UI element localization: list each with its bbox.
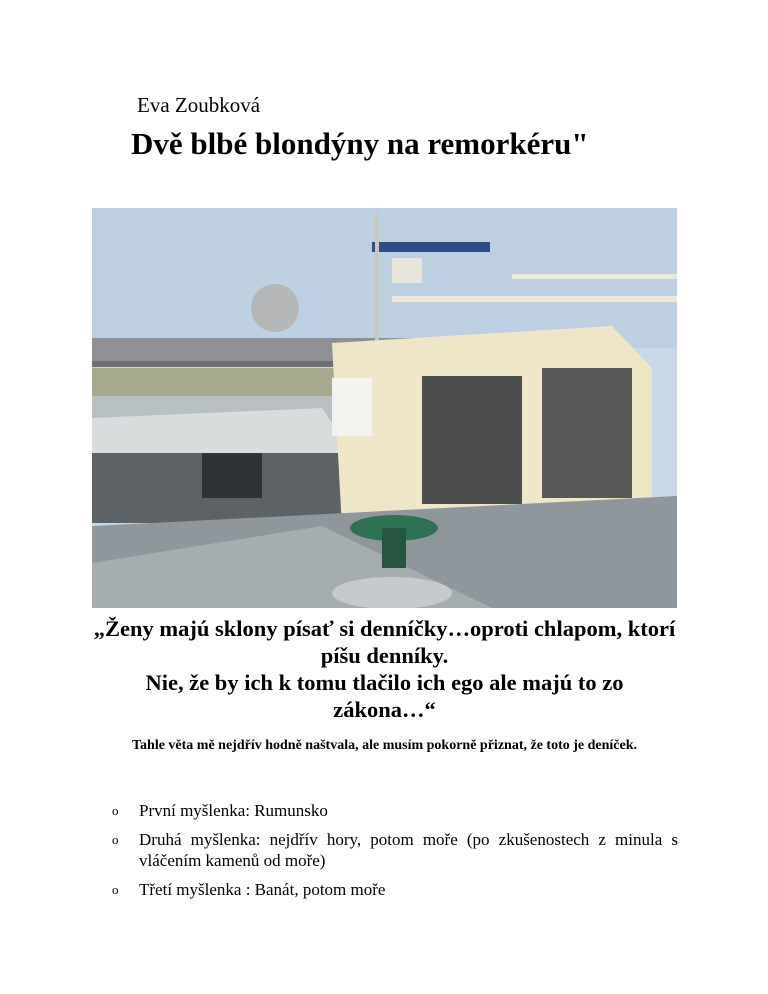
photo-searchlight bbox=[251, 284, 299, 332]
list-item-text: Druhá myšlenka: nejdřív hory, potom moře (po zkušenostech z minula s vláčením kamenů od moře) bbox=[139, 830, 678, 870]
author-name: Eva Zoubková bbox=[137, 93, 261, 117]
tugboat-photo bbox=[92, 208, 677, 608]
tugboat-illustration bbox=[92, 208, 677, 608]
list-item bbox=[112, 879, 678, 900]
quote-line-1: „Ženy majú sklony písať si denníčky…oproti chlapom, ktorí píšu denníky. bbox=[93, 616, 676, 668]
author-note: Tahle věta mě nejdřív hodně naštvala, ale musím pokorně přiznat, že toto je deníček. bbox=[131, 738, 637, 753]
photo-radar-antenna bbox=[372, 242, 490, 252]
list-item-text: První myšlenka: Rumunsko bbox=[139, 801, 328, 820]
bullet-marker: o bbox=[112, 832, 119, 847]
list-item bbox=[112, 800, 678, 821]
photo-air-conditioner bbox=[332, 378, 372, 436]
photo-cabin-window bbox=[422, 376, 522, 504]
list-item-text: Třetí myšlenka : Banát, potom moře bbox=[139, 880, 386, 899]
quote-line-2: Nie, že by ich k tomu tlačilo ich ego ale majú to zo zákona…“ bbox=[145, 670, 624, 722]
bullet-marker: o bbox=[112, 803, 119, 818]
quote-block bbox=[92, 615, 677, 723]
photo-hatch bbox=[332, 577, 452, 608]
bullet-marker: o bbox=[112, 882, 119, 897]
document-title: Dvě blbé blondýny na remorkéru" bbox=[131, 126, 589, 161]
list-item bbox=[112, 829, 678, 871]
thoughts-list bbox=[112, 800, 678, 908]
